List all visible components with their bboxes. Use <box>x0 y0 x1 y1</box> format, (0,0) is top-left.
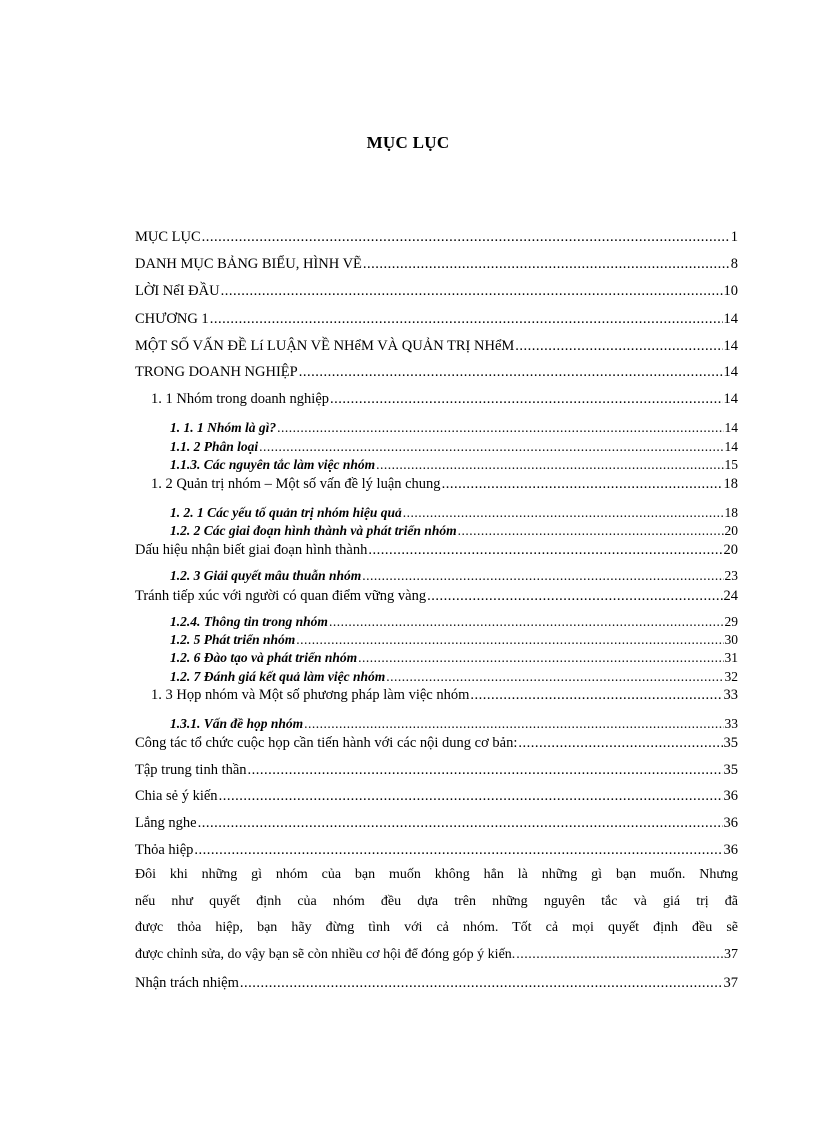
toc-entry[interactable]: Tập trung tinh thần ..... 35 <box>135 762 738 779</box>
toc-entry[interactable]: MỤC LỤC ..... 1 <box>135 229 738 246</box>
toc-entry[interactable]: Tránh tiếp xúc với người có quan điểm vững vàng ..... 24 <box>135 588 738 605</box>
toc-paragraph-entry[interactable] <box>135 862 738 968</box>
page-number: 37 <box>724 946 738 962</box>
toc-entry[interactable]: 1. 1 Nhóm trong doanh nghiệp ..... 14 <box>151 391 738 408</box>
toc-entry[interactable]: 1. 3 Họp nhóm và Một số phương pháp làm việc nhóm ..... 33 <box>151 687 738 704</box>
paragraph-line: được thỏa hiệp, bạn hãy đừng tình với cả nhóm. Tốt cả mọi quyết định đều sẽ <box>135 920 738 935</box>
paragraph-line: nếu như quyết định của nhóm đều dựa trên những nguyên tắc và giá trị đã <box>135 893 738 909</box>
toc-entry[interactable]: 1.2. 5 Phát triển nhóm ..... 30 <box>170 632 738 648</box>
toc-entry[interactable]: Chia sẻ ý kiến ..... 36 <box>135 788 738 805</box>
toc-entry[interactable]: Công tác tổ chức cuộc họp cần tiến hành với các nội dung cơ bản: ..... 35 <box>135 735 738 752</box>
toc-entry[interactable]: 1. 2. 1 Các yếu tố quản trị nhóm hiệu quả ..... 18 <box>170 505 738 521</box>
toc-entry[interactable]: 1.2. 2 Các giai đoạn hình thành và phát triển nhóm ..... 20 <box>170 523 738 539</box>
toc-entry[interactable]: LỜI NểI ĐẦU ..... 10 <box>135 283 738 300</box>
toc-entry[interactable]: TRONG DOANH NGHIỆP ..... 14 <box>135 364 738 381</box>
paragraph-line: Đôi khi những gì nhóm của bạn muốn không hẳn là những gì bạn muốn. Nhưng <box>135 867 738 882</box>
toc-entry[interactable]: 1.2. 6 Đào tạo và phát triển nhóm ..... 31 <box>170 650 738 666</box>
toc-entry[interactable]: 1.2. 3 Giải quyết mâu thuẫn nhóm ..... 23 <box>170 568 738 584</box>
toc-entry[interactable]: 1.3.1. Vấn đề họp nhóm ..... 33 <box>170 716 738 732</box>
toc-entry[interactable]: Thỏa hiệp ..... 36 <box>135 842 738 859</box>
toc-entry[interactable]: 1.1. 2 Phân loại ..... 14 <box>170 439 738 455</box>
toc-entry[interactable]: 1.2. 7 Đánh giá kết quả làm việc nhóm ..... 32 <box>170 669 738 685</box>
toc-entry[interactable]: 1.2.4. Thông tin trong nhóm ..... 29 <box>170 614 738 630</box>
toc-entry[interactable]: CHƯƠNG 1 ..... 14 <box>135 311 738 328</box>
toc-entry[interactable]: MỘT SỐ VẤN ĐỀ Lí LUẬN VỀ NHểM VÀ QUẢN TRỊ NHểM ..... 14 <box>135 338 738 355</box>
toc-entry[interactable]: Dấu hiệu nhận biết giai đoạn hình thành ..... 20 <box>135 542 738 559</box>
toc-entry[interactable]: 1.1.3. Các nguyên tắc làm việc nhóm ..... 15 <box>170 457 738 473</box>
toc-entry[interactable]: 1. 1. 1 Nhóm là gì? ..... 14 <box>170 420 738 436</box>
toc-entry[interactable]: Lắng nghe ..... 36 <box>135 815 738 832</box>
toc-entry[interactable]: DANH MỤC BẢNG BIỂU, HÌNH VẼ ..... 8 <box>135 256 738 273</box>
toc-entry[interactable]: Nhận trách nhiệm ..... 37 <box>135 975 738 992</box>
paragraph-last-line: được chỉnh sửa, do vậy bạn sẽ còn nhiều cơ hội để đóng góp ý kiến. ..... 37 <box>135 942 738 969</box>
toc-entry[interactable]: 1. 2 Quản trị nhóm – Một số vấn đề lý luận chung ..... 18 <box>151 476 738 493</box>
toc-title: MỤC LỤC <box>366 133 450 152</box>
